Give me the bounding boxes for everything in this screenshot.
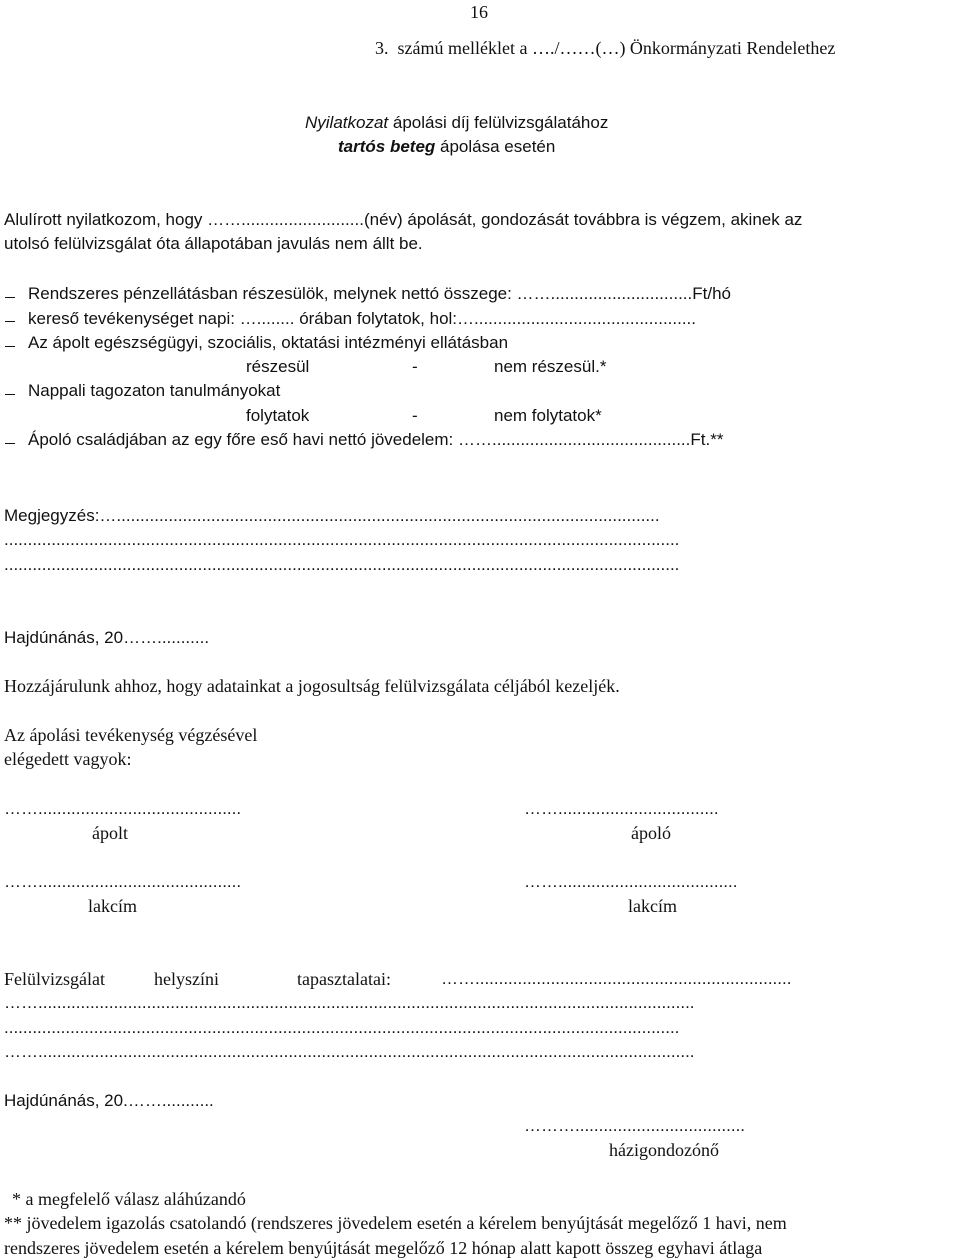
bullet-dash xyxy=(5,321,15,322)
bullet-dash xyxy=(5,346,15,347)
patient-signature-label: ápolt xyxy=(92,823,128,843)
home-carer-label: házigondozónő xyxy=(609,1140,719,1160)
title-line2-rest: ápolása esetén xyxy=(435,137,556,156)
review-line[interactable]: ............................................................................................................................................... xyxy=(4,1018,680,1037)
option-reszesul[interactable]: részesül xyxy=(246,357,310,376)
declaration-family-income: Ápoló családjában az egy főre eső havi nettó jövedelem: ……..........................................Ft.** xyxy=(28,430,724,449)
carer-signature-line[interactable]: …….................................. xyxy=(524,799,719,818)
intro-line2: utolsó felülvizsgálat óta állapotában javulás nem állt be. xyxy=(4,234,423,253)
patient-address-label: lakcím xyxy=(88,896,137,916)
option-folytatok[interactable]: folytatok xyxy=(246,406,310,425)
notes-label[interactable]: Megjegyzés:…................................................................................................................... xyxy=(4,506,660,525)
review-line[interactable]: ……................................................................... xyxy=(441,969,792,988)
consent-statement: Hozzájárulunk ahhoz, hogy adatainkat a jogosultság felülvizsgálata céljából kezeljék. xyxy=(4,676,620,696)
option-separator: - xyxy=(412,357,418,376)
notes-line[interactable]: ............................................................................................................................................... xyxy=(4,555,680,574)
option-nem-folytatok[interactable]: nem folytatok* xyxy=(494,406,602,425)
footnote-3: rendszeres jövedelem esetén a kérelem benyújtását megelőző 12 hónap alatt kapott összeg egyhavi átlaga xyxy=(4,1238,763,1258)
title-tartos-beteg: tartós beteg xyxy=(338,137,436,156)
bullet-dash xyxy=(5,297,15,298)
annex-title: 3. számú melléklet a …./……(…) Önkormányzati Rendelethez xyxy=(375,38,836,58)
home-carer-signature-line[interactable]: ……….................................... xyxy=(524,1116,746,1135)
declaration-institution-care: Az ápolt egészségügyi, szociális, oktatási intézményi ellátásban xyxy=(28,333,509,352)
page-number: 16 xyxy=(470,2,488,22)
review-label-2: helyszíni xyxy=(154,969,219,989)
footnote-2: ** jövedelem igazolás csatolandó (rendszeres jövedelem esetén a kérelem benyújtását megelőző 1 havi, nem xyxy=(4,1213,787,1233)
satisfaction-line2: elégedett vagyok: xyxy=(4,749,132,769)
review-line[interactable]: ……........................................................................................................................................... xyxy=(4,993,695,1012)
patient-address-line[interactable]: ……........................................... xyxy=(4,872,242,891)
patient-signature-line[interactable]: ……........................................... xyxy=(4,799,242,818)
review-label-3: tapasztalatai: xyxy=(297,969,391,989)
date-field-2[interactable]: Hajdúnánás, 20.……........... xyxy=(4,1091,214,1110)
bullet-dash xyxy=(5,443,15,444)
carer-address-line[interactable]: ……...................................... xyxy=(524,872,738,891)
footnote-1: * a megfelelő válasz aláhúzandó xyxy=(12,1189,246,1209)
carer-signature-label: ápoló xyxy=(631,823,671,843)
review-label-1: Felülvizsgálat xyxy=(4,969,105,989)
declaration-daytime-studies: Nappali tagozaton tanulmányokat xyxy=(28,381,281,400)
notes-line[interactable]: ............................................................................................................................................... xyxy=(4,530,680,549)
satisfaction-line1: Az ápolási tevékenység végzésével xyxy=(4,725,258,745)
intro-line1: Alulírott nyilatkozom, hogy ……..........................(név) ápolását, gondozását továbbra is végzem, akinek az xyxy=(4,210,803,229)
date-field-1[interactable]: Hajdúnánás, 20……........... xyxy=(4,628,210,647)
form-title-line2 xyxy=(338,137,555,157)
bullet-dash xyxy=(5,394,15,395)
option-separator: - xyxy=(412,406,418,425)
declaration-working-hours: kereső tevékenységet napi: …........ órában folytatok, hol:…............................................... xyxy=(28,309,697,328)
title-line1-rest: ápolási díj felülvizsgálatához xyxy=(388,113,609,132)
form-title-line1 xyxy=(305,113,608,133)
option-nem-reszesul[interactable]: nem részesül.* xyxy=(494,357,607,376)
title-nyilatkozat: Nyilatkozat xyxy=(305,113,389,132)
carer-address-label: lakcím xyxy=(628,896,677,916)
declaration-cash-benefit: Rendszeres pénzellátásban részesülök, melynek nettó összege: ……..............................Ft/hó xyxy=(28,284,731,303)
review-line[interactable]: ……........................................................................................................................................... xyxy=(4,1042,695,1061)
